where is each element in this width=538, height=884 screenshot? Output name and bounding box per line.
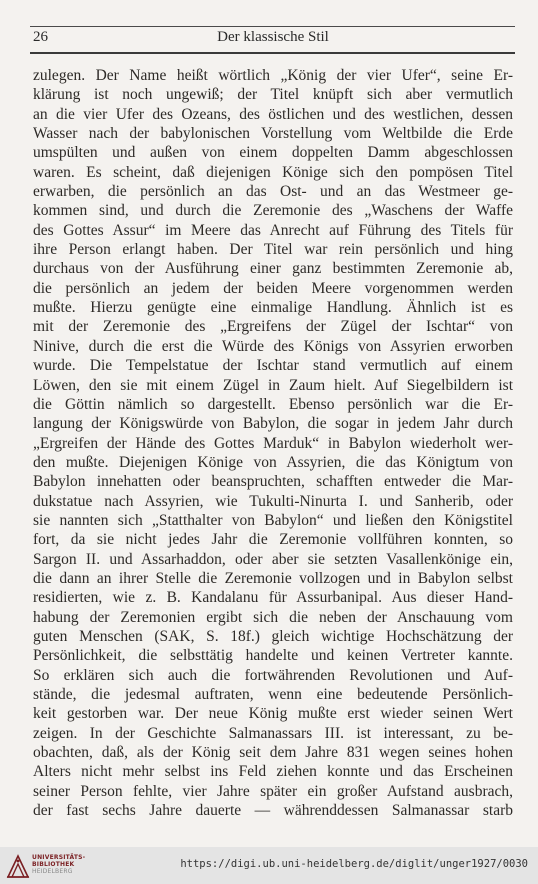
text-line: waren. Es scheint, daß diejenigen Könige sich den pompösen Titel — [33, 163, 513, 181]
text-line: zeigen. In der Geschichte Salmanassars III. ist interessant, zu be- — [33, 724, 513, 742]
text-line: kommen sind, und durch die Zeremonie des „Waschens der Waffe — [33, 202, 513, 220]
text-line: residierten, wie z. B. Kandalanu für Assurbanipal. Aus dieser Hand- — [33, 589, 513, 607]
text-line: die persönlich an jedem der beiden Meere vorgenommen werden — [33, 279, 513, 297]
text-line: Wasser nach der babylonischen Vorstellung vom Weltbilde die Erde — [33, 125, 513, 143]
text-line: wurde. Die Tempelstatue der Ischtar stand vermutlich auf einem — [33, 357, 513, 375]
text-line: guten Menschen (SAK, S. 18f.) gleich wichtige Hochschätzung der — [33, 627, 513, 645]
text-line: fort, da sie nicht jedes Jahr die Zeremonie vollführen konnten, so — [33, 531, 513, 549]
text-line: Sargon II. und Assarhaddon, oder aber sie setzten Vasallenkönige ein, — [33, 550, 513, 568]
text-line: langung der Königswürde von Babylon, die sogar in jedem Jahr durch — [33, 415, 513, 433]
body-text — [33, 66, 513, 820]
permalink-url[interactable]: https://digi.ub.uni-heidelberg.de/diglit/unger1927/0030 — [180, 858, 528, 870]
text-line: stände, die jedesmal auftraten, wenn eine bedeutende Persönlich- — [33, 686, 513, 703]
text-line: „Ergreifen der Hände des Gottes Marduk“ in Babylon wiederholt wer- — [33, 434, 513, 452]
text-line: mit der Zeremonie des „Ergreifens der Zügel der Ischtar“ von — [33, 318, 513, 336]
text-line: des Gottes Assur“ im Meere das Anrecht auf Führung des Titels für — [33, 221, 513, 239]
text-line: zulegen. Der Name heißt wörtlich „König der vier Ufer“, seine Er- — [33, 67, 513, 84]
text-line: obachten, daß, als der König seit dem Jahre 831 wegen seines hohen — [33, 744, 513, 762]
footer-bar — [0, 847, 538, 884]
running-title: Der klassische Stil — [217, 29, 329, 45]
page-number: 26 — [33, 29, 48, 45]
text-line: Persönlichkeit, die selbsttätig handelte und keinen Vertreter kannte. — [33, 647, 513, 665]
text-line: So erklären sich auch die fortwährenden Revolutionen und Auf- — [33, 666, 513, 684]
text-line: sie nannten sich „Statthalter von Babylon“ und ließen den Königstitel — [33, 511, 513, 529]
text-line: erwarben, die persönlich an das Ost- und an das Westmeer ge- — [33, 183, 513, 201]
text-line: Alters nicht mehr selbst ins Feld ziehen konnte und das Erscheinen — [33, 763, 513, 781]
library-name-line2: BIBLIOTHEK — [32, 861, 75, 869]
text-line: den mußte. Diejenigen Könige von Assyrien, die das Königtum von — [33, 453, 513, 471]
text-line: habung der Zeremonien ergibt sich die neben der Anschauung vom — [33, 608, 513, 626]
header-bottom-rule — [30, 52, 515, 54]
running-header — [33, 29, 513, 51]
library-city: HEIDELBERG — [32, 868, 73, 876]
header-top-rule — [30, 26, 515, 27]
text-line: die dann an ihrer Stelle die Zeremonie vollzogen und in Babylon selbst — [33, 569, 513, 587]
text-line: dukstatue nach Assyrien, wie Tukulti-Ninurta I. und Sanherib, oder — [33, 492, 513, 510]
text-line: Ninive, durch die erst die Würde des Königs von Assyrien erworben — [33, 337, 513, 355]
text-line: mußte. Hierzu genügte eine einmalige Handlung. Ähnlich ist es — [33, 299, 513, 317]
text-line: ihre Person erlangt haben. Der Titel war rein persönlich und hing — [33, 241, 513, 259]
text-line: keit gestorben war. Der neue König mußte erst wieder seinen Wert — [33, 705, 513, 723]
text-line: die Göttin nämlich so dargestellt. Ebenso persönlich war die Er- — [33, 395, 513, 413]
text-line: seiner Person fehlte, vier Jahre später ein großer Aufstand ausbrach, — [33, 782, 513, 800]
text-line: klärung ist noch ungewiß; der Titel knüpft sich aber vermutlich — [33, 86, 513, 104]
text-line: durchaus von der Ausführung einer ganz bestimmten Zeremonie ab, — [33, 260, 513, 278]
text-line: umspülten und außen von einem doppelten Damm abgeschlossen — [33, 144, 513, 162]
library-name-line1: UNIVERSITÄTS- — [32, 854, 86, 861]
library-name[interactable] — [32, 854, 85, 876]
text-line: der fast sechs Jahre dauerte — währenddessen Salmanassar starb — [33, 802, 513, 820]
university-library-seal-icon[interactable] — [6, 853, 30, 879]
text-line: Löwen, den sie mit einem Zügel in Zaum hielt. Auf Siegelbildern ist — [33, 376, 513, 394]
text-line: an die vier Ufer des Ozeans, des östlichen und des westlichen, dessen — [33, 105, 513, 123]
text-line: Babylon innehatten oder beanspruchten, schafften entweder die Mar- — [33, 473, 513, 491]
